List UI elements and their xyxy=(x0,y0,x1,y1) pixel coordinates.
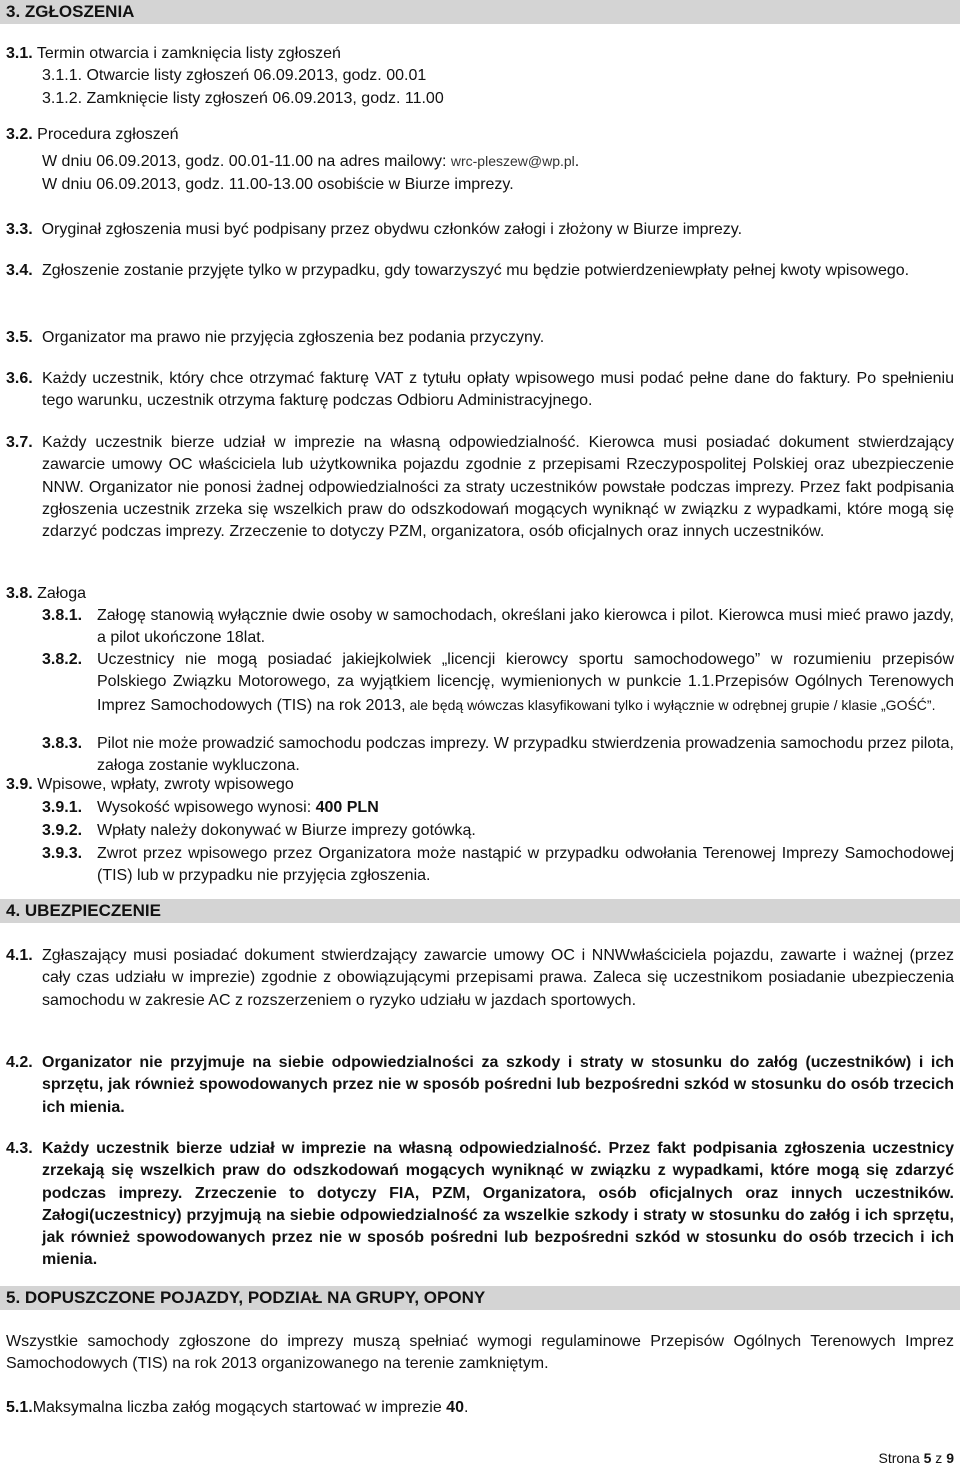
item-text: Oryginał zgłoszenia musi być podpisany przez obydwu członków załogi i złożony w Biurze imprezy. xyxy=(41,221,743,238)
item-text: Zgłoszenie zostanie przyjęte tylko w przypadku, gdy towarzyszyć mu będzie potwierdzeniewpłaty pełnej kwoty wpisowego. xyxy=(42,262,910,279)
item-text: Zgłaszający musi posiadać dokument stwierdzający zawarcie umowy OC i NNWwłaściciela pojazdu, zawarte i ważnej (przez cały czas udziału w imprezie) zgodnie z obowiązującymi przepisami prawa. Zaleca się uczestnikom posiadanie ubezpieczenia samochodu w zakresie AC z rozszerzeniem o ryzyko udziału w jazdach sportowych. xyxy=(42,947,954,1009)
item-number: 3.9.2. xyxy=(42,822,83,839)
item-title: Procedura zgłoszeń xyxy=(37,126,179,143)
item-text: Maksymalna liczba załóg mogących startować w imprezie xyxy=(32,1399,447,1416)
item-text-end: . xyxy=(463,1399,469,1416)
current-page: 5 xyxy=(923,1450,932,1466)
section-5-intro: Wszystkie samochody zgłoszone do imprezy muszą spełniać wymogi regulaminowe Przepisów Ogólnych Terenowych Imprez Samochodowych (TIS) na rok 2013 organizowanego na terenie zamkniętym. xyxy=(6,1333,954,1373)
item-number: 5.1. xyxy=(6,1399,33,1416)
item-number: 3.8.1. xyxy=(42,607,83,624)
section-3-header xyxy=(0,0,960,24)
item-3-9-2 xyxy=(42,820,476,842)
item-text: Wpłaty należy dokonywać w Biurze imprezy gotówką. xyxy=(97,822,476,839)
item-number: 3.2. xyxy=(6,126,33,143)
item-3-3 xyxy=(6,219,742,241)
max-crews-value: 40 xyxy=(446,1399,464,1416)
item-text-small: ale będą wówczas klasyfikowani tylko i wyłącznie w odrębnej grupie / klasie „GOŚĆ”. xyxy=(405,696,936,713)
item-number: 3.7. xyxy=(6,434,33,451)
footer-label: Strona xyxy=(878,1450,924,1466)
item-title: Załoga xyxy=(37,585,87,602)
item-text: Organizator nie przyjmuje na siebie odpowiedzialności za szkody i straty w stosunku do załóg (uczestników) i ich sprzętu, jak również spowodowanych przez nie w sposób pośredni lub bezpośredni szkód w stosunku do osób trzecich ich mienia. xyxy=(42,1054,954,1116)
item-text: Wysokość wpisowego wynosi: xyxy=(97,799,316,816)
page-footer xyxy=(878,1450,954,1466)
item-number: 3.8.2. xyxy=(42,651,83,668)
email-link[interactable]: wrc-pleszew@wp.pl xyxy=(450,153,575,169)
item-3-1 xyxy=(6,43,341,65)
item-number: 3.5. xyxy=(6,329,33,346)
item-number: 3.9.3. xyxy=(42,845,83,862)
item-number: 3.1. xyxy=(6,45,33,62)
item-number: 4.1. xyxy=(6,947,33,964)
item-number: 3.9. xyxy=(6,776,33,793)
email-line-text: W dniu 06.09.2013, godz. 00.01-11.00 na adres mailowy: xyxy=(42,153,451,170)
item-text-main: Uczestnicy nie mogą posiadać jakiejkolwiek „licencji kierowcy sportu samochodowego” w rozumieniu przepisów Polskiego Związku Motorowego, za wyjątkiem licencję, wymienionych w punkcie 1.1.Przepisów Ogólnych Terenowych Imprez Samochodowych (TIS) na rok 2013, xyxy=(97,651,954,714)
section-5-header xyxy=(0,1286,960,1310)
item-number: 3.9.1. xyxy=(42,799,83,816)
item-text: Zwrot przez wpisowego przez Organizatora może nastąpić w przypadku odwołania Terenowej Imprezy Samochodowej (TIS) lub w przypadku nie przyjęcia zgłoszenia. xyxy=(97,845,954,885)
item-number: 4.3. xyxy=(6,1140,33,1157)
item-title: Wpisowe, wpłaty, zwroty wpisowego xyxy=(37,776,294,793)
item-text: Organizator ma prawo nie przyjęcia zgłoszenia bez podania przyczyny. xyxy=(42,329,545,346)
item-3-2-email-line xyxy=(42,150,579,173)
item-title: Termin otwarcia i zamknięcia listy zgłoszeń xyxy=(36,45,341,62)
item-text: Pilot nie może prowadzić samochodu podczas imprezy. W przypadku stwierdzenia prowadzenia samochodu przez pilota, załoga zostanie wykluczona. xyxy=(97,735,954,775)
section-4-title: 4. UBEZPIECZENIE xyxy=(6,901,161,920)
item-text: Załogę stanowią wyłącznie dwie osoby w samochodach, określani jako kierowca i pilot. Kierowca musi mieć prawo jazdy, a pilot ukończone 18lat. xyxy=(97,607,954,647)
email-line-end: . xyxy=(574,153,580,170)
item-number: 3.6. xyxy=(6,370,33,387)
section-3-title: 3. ZGŁOSZENIA xyxy=(6,2,135,21)
item-3-9-1 xyxy=(42,797,379,819)
item-number: 4.2. xyxy=(6,1054,33,1071)
fee-amount: 400 PLN xyxy=(315,799,379,816)
item-text xyxy=(97,649,954,717)
item-3-1-2: 3.1.2. Zamknięcie listy zgłoszeń 06.09.2013, godz. 11.00 xyxy=(42,90,444,107)
item-3-2 xyxy=(6,124,179,146)
item-3-8 xyxy=(6,583,86,605)
item-number: 3.8. xyxy=(6,585,33,602)
item-text: Każdy uczestnik bierze udział w imprezie na własną odpowiedzialność. Przez fakt podpisania zgłoszenia uczestnicy zrzekają się wszelkich praw do odszkodowań mogących wyniknąć w związku z wypadkami, które mogą się zdarzyć podczas imprezy. Zrzeczenie to dotyczy FIA, PZM, Organizatora, osób oficjalnych oraz innych uczestników. Załogi(uczestnicy) przyjmują na siebie odpowiedzialność za wszelkie szkody i straty w stosunku do załóg i ich sprzętu, jak również spowodowanych przez nie w sposób pośredni lub bezpośredni szkód w stosunku do osób trzecich i ich mienia. xyxy=(42,1140,954,1269)
item-5-1 xyxy=(6,1397,468,1419)
footer-separator: z xyxy=(931,1450,947,1466)
item-3-2-in-person: W dniu 06.09.2013, godz. 11.00-13.00 osobiście w Biurze imprezy. xyxy=(42,176,514,193)
section-5-title: 5. DOPUSZCZONE POJAZDY, PODZIAŁ NA GRUPY, OPONY xyxy=(6,1288,486,1307)
total-pages: 9 xyxy=(946,1450,954,1466)
item-text: Każdy uczestnik, który chce otrzymać fakturę VAT z tytułu opłaty wpisowego musi podać pełne dane do faktury. Po spełnieniu tego warunku, uczestnik otrzyma fakturę podczas Odbioru Administracyjnego. xyxy=(42,370,954,410)
section-4-header xyxy=(0,899,960,923)
item-number: 3.3. xyxy=(6,221,33,238)
item-number: 3.8.3. xyxy=(42,735,83,752)
item-text: Każdy uczestnik bierze udział w imprezie na własną odpowiedzialność. Kierowca musi posiadać dokument stwierdzający zawarcie umowy OC właściciela lub użytkownika pojazdu zgodnie z przepisami Rzeczypospolitej Polskiej oraz ubezpieczenie NNW. Organizator nie ponosi żadnej odpowiedzialności za straty uczestników powstałe podczas imprezy. Przez fakt podpisania zgłoszenia uczestnik zrzeka się wszelkich praw do odszkodowań mogących wyniknąć w związku z wypadkami, które mogą się zdarzyć podczas imprezy. Zrzeczenie to dotyczy PZM, organizatora, osób oficjalnych oraz innych uczestników. xyxy=(42,434,954,541)
item-3-1-1: 3.1.1. Otwarcie listy zgłoszeń 06.09.2013, godz. 00.01 xyxy=(42,67,427,84)
item-3-9 xyxy=(6,774,294,796)
item-number: 3.4. xyxy=(6,262,33,279)
